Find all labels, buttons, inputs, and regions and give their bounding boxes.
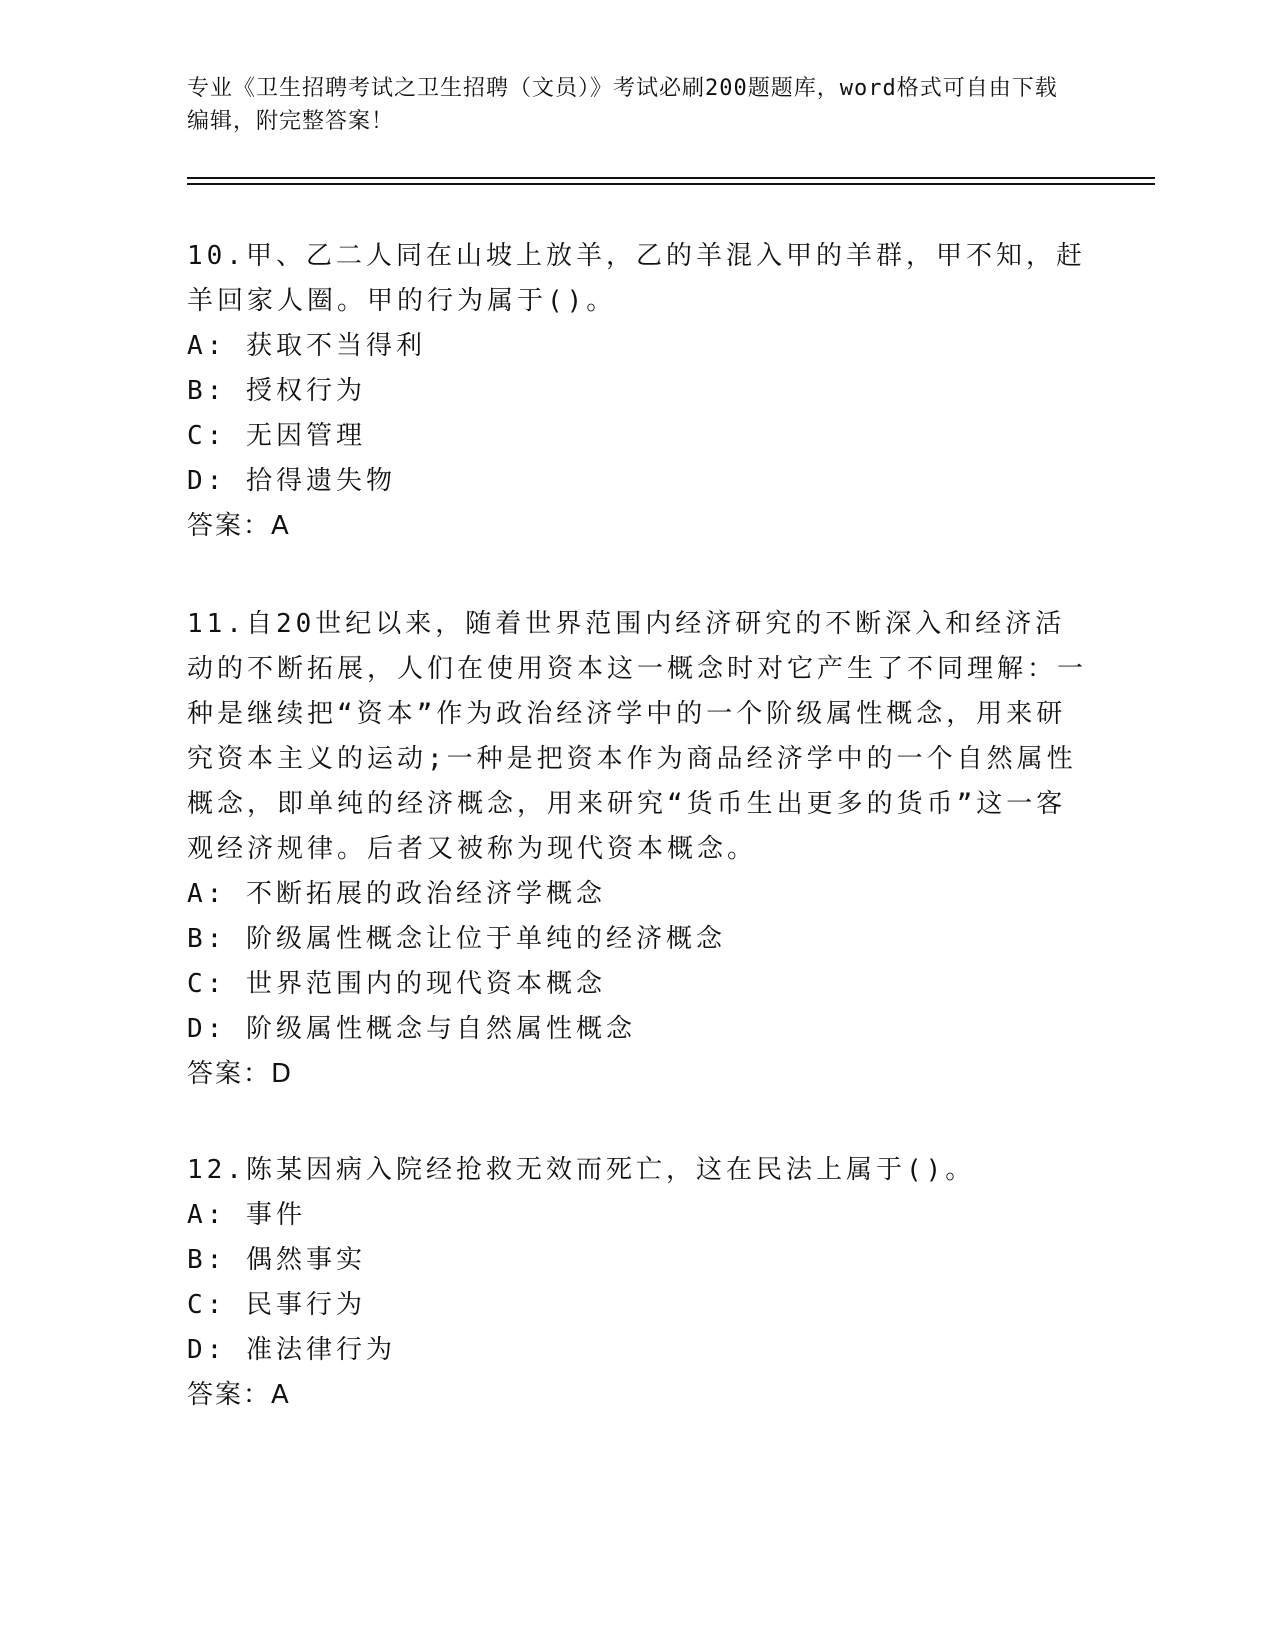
header-divider-top	[187, 177, 1155, 179]
answer-label: 答案：A	[187, 511, 291, 541]
option-a: A: 事件	[187, 1200, 306, 1230]
option-b: B: 偶然事实	[187, 1245, 366, 1275]
option-c: C: 世界范围内的现代资本概念	[187, 969, 606, 999]
question-12	[187, 1148, 1087, 1418]
option-a: A: 获取不当得利	[187, 331, 426, 361]
question-10	[187, 234, 1087, 549]
header-divider-bottom	[187, 183, 1155, 185]
question-stem: 12.陈某因病入院经抢救无效而死亡，这在民法上属于()。	[187, 1155, 976, 1185]
option-d: D: 准法律行为	[187, 1335, 396, 1365]
document-header: 专业《卫生招聘考试之卫生招聘（文员）》考试必刷200题题库，word格式可自由下载编辑，附完整答案！	[187, 76, 1058, 134]
option-b: B: 授权行为	[187, 376, 366, 406]
option-d: D: 拾得遗失物	[187, 466, 396, 496]
option-c: C: 民事行为	[187, 1290, 366, 1320]
question-stem: 11.自20世纪以来，随着世界范围内经济研究的不断深入和经济活动的不断拓展，人们在使用资本这一概念时对它产生了不同理解：一种是继续把“资本”作为政治经济学中的一个阶级属性概念，用来研究资本主义的运动;一种是把资本作为商品经济学中的一个自然属性概念，即单纯的经济概念，用来研究“货币生出更多的货币”这一客观经济规律。后者又被称为现代资本概念。	[187, 609, 1088, 864]
answer-label: 答案：D	[187, 1059, 294, 1089]
question-stem: 10.甲、乙二人同在山坡上放羊，乙的羊混入甲的羊群，甲不知，赶羊回家人圈。甲的行为属于()。	[187, 241, 1086, 316]
answer-label: 答案：A	[187, 1380, 291, 1410]
option-c: C: 无因管理	[187, 421, 366, 451]
option-a: A: 不断拓展的政治经济学概念	[187, 879, 606, 909]
option-b: B: 阶级属性概念让位于单纯的经济概念	[187, 924, 726, 954]
option-d: D: 阶级属性概念与自然属性概念	[187, 1014, 636, 1044]
question-11	[187, 602, 1087, 1097]
